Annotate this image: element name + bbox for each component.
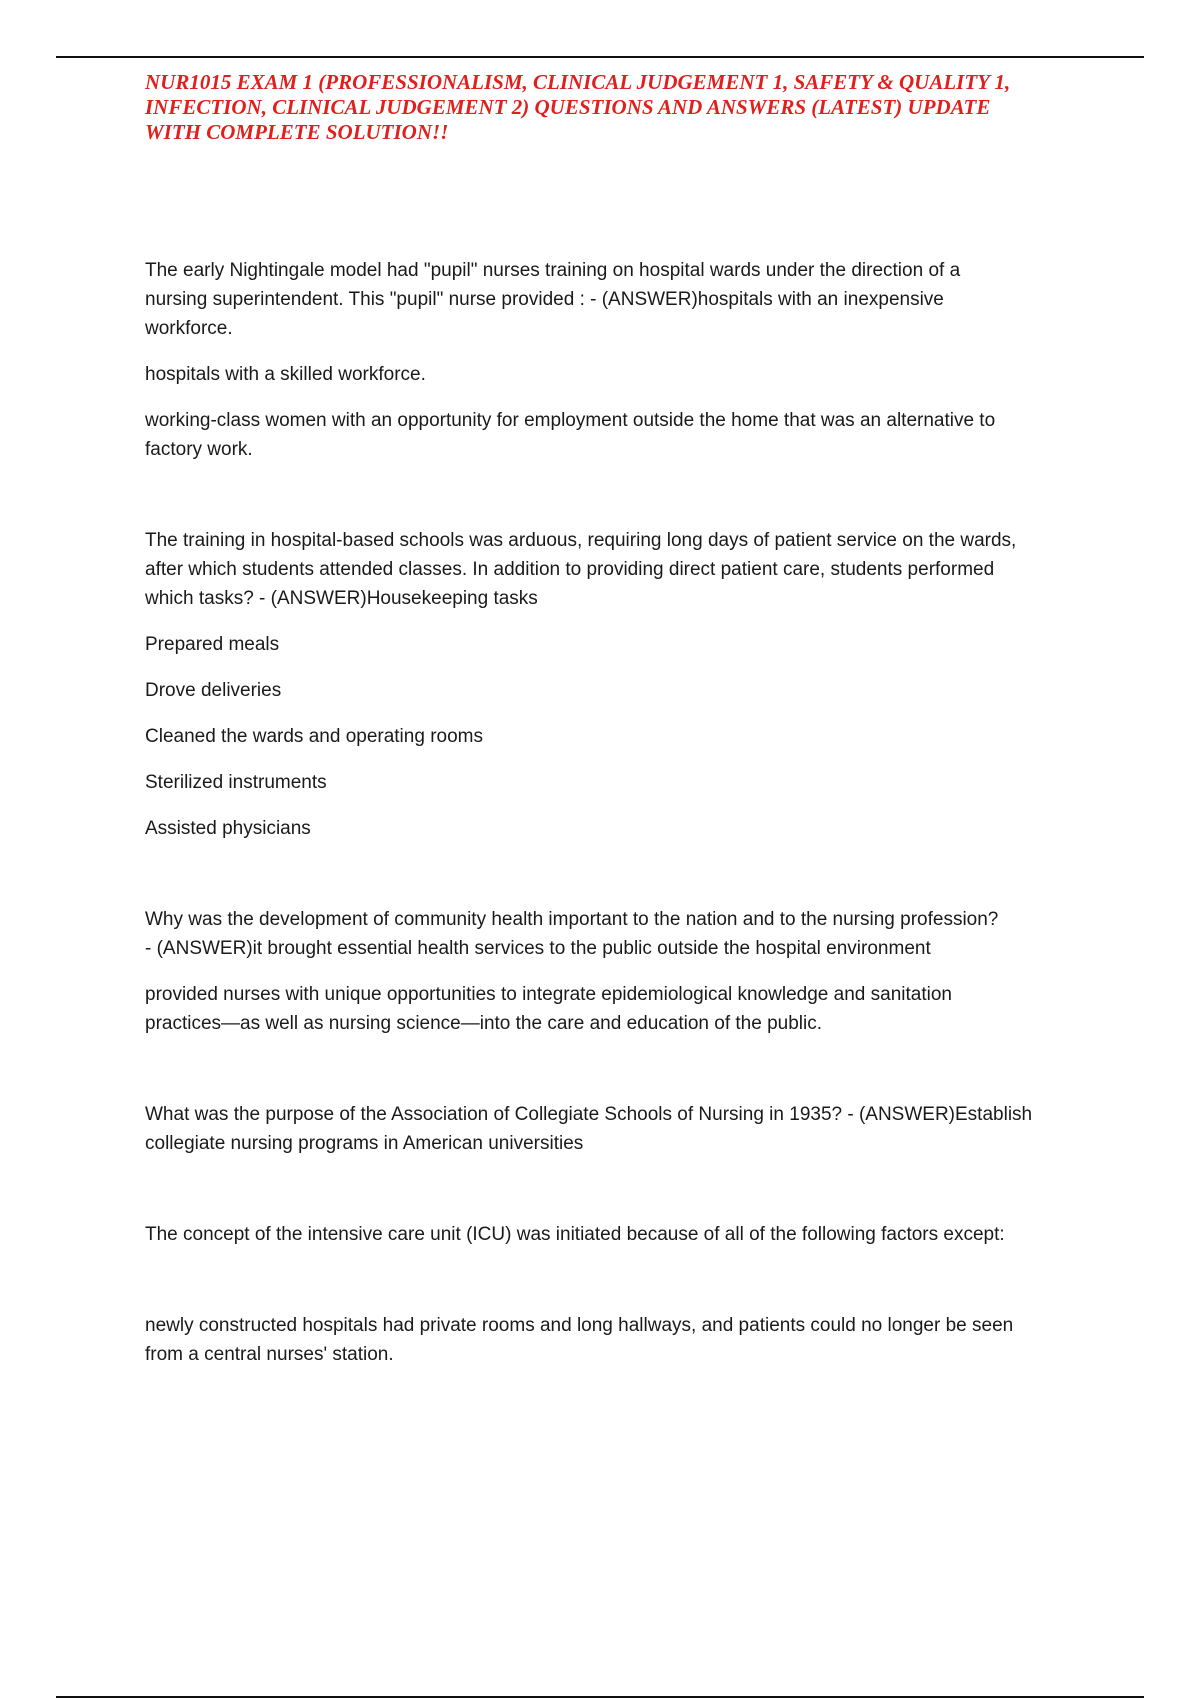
question-4-line-2: collegiate nursing programs in American universities — [145, 1133, 584, 1154]
question-2-line-3: which tasks? - (ANSWER)Housekeeping tasks — [145, 588, 538, 609]
question-3-answer-2-line-1: provided nurses with unique opportunities to integrate epidemiological knowledge and sanitation — [145, 984, 952, 1005]
spacer — [145, 481, 1105, 526]
title-line-3: WITH COMPLETE SOLUTION!! — [145, 120, 449, 144]
title-line-1: NUR1015 EXAM 1 (PROFESSIONALISM, CLINICAL JUDGEMENT 1, SAFETY & QUALITY 1, — [145, 70, 1011, 94]
spacer — [145, 860, 1105, 905]
question-5-answer-line-1: newly constructed hospitals had private rooms and long hallways, and patients could no longer be seen — [145, 1315, 1014, 1336]
question-1-line-2: nursing superintendent. This "pupil" nurse provided : - (ANSWER)hospitals with an inexpensive — [145, 289, 944, 310]
question-2-item-4: Sterilized instruments — [145, 772, 327, 793]
question-2-line-2: after which students attended classes. In addition to providing direct patient care, students performed — [145, 559, 995, 580]
question-2-item-3: Cleaned the wards and operating rooms — [145, 726, 483, 747]
spacer — [145, 1266, 1105, 1311]
question-2 — [145, 526, 1105, 613]
title-line-2: INFECTION, CLINICAL JUDGEMENT 2) QUESTIONS AND ANSWERS (LATEST) UPDATE — [145, 95, 991, 119]
question-4-line-1: What was the purpose of the Association of Collegiate Schools of Nursing in 1935? - (ANSWER)Establish — [145, 1104, 1033, 1125]
top-rule — [56, 56, 1144, 58]
bottom-rule — [56, 1696, 1144, 1698]
question-3-answer-2 — [145, 980, 1105, 1038]
document-body — [145, 256, 1105, 1386]
question-5: The concept of the intensive care unit (ICU) was initiated because of all of the following factors except: — [145, 1224, 1005, 1245]
question-1-answer-2: hospitals with a skilled workforce. — [145, 364, 426, 385]
question-2-item-5: Assisted physicians — [145, 818, 311, 839]
question-3 — [145, 905, 1105, 963]
document-title — [145, 70, 1105, 145]
question-3-line-1: Why was the development of community health important to the nation and to the nursing profession? — [145, 909, 999, 930]
question-1 — [145, 256, 1105, 343]
question-2-line-1: The training in hospital-based schools was arduous, requiring long days of patient service on the wards, — [145, 530, 1017, 551]
question-4 — [145, 1100, 1105, 1158]
spacer — [145, 1055, 1105, 1100]
spacer — [145, 1175, 1105, 1220]
question-1-answer-3-line-1: working-class women with an opportunity for employment outside the home that was an alternative to — [145, 410, 996, 431]
question-3-answer-2-line-2: practices—as well as nursing science—into the care and education of the public. — [145, 1013, 822, 1034]
question-2-item-1: Prepared meals — [145, 634, 280, 655]
question-1-line-3: workforce. — [145, 318, 233, 339]
question-5-answer-line-2: from a central nurses' station. — [145, 1344, 394, 1365]
question-1-answer-3 — [145, 406, 1105, 464]
question-2-item-2: Drove deliveries — [145, 680, 282, 701]
question-3-line-2: - (ANSWER)it brought essential health services to the public outside the hospital environment — [145, 938, 931, 959]
question-1-answer-3-line-2: factory work. — [145, 439, 253, 460]
question-5-answer — [145, 1311, 1105, 1369]
question-1-line-1: The early Nightingale model had "pupil" nurses training on hospital wards under the direction of a — [145, 260, 961, 281]
